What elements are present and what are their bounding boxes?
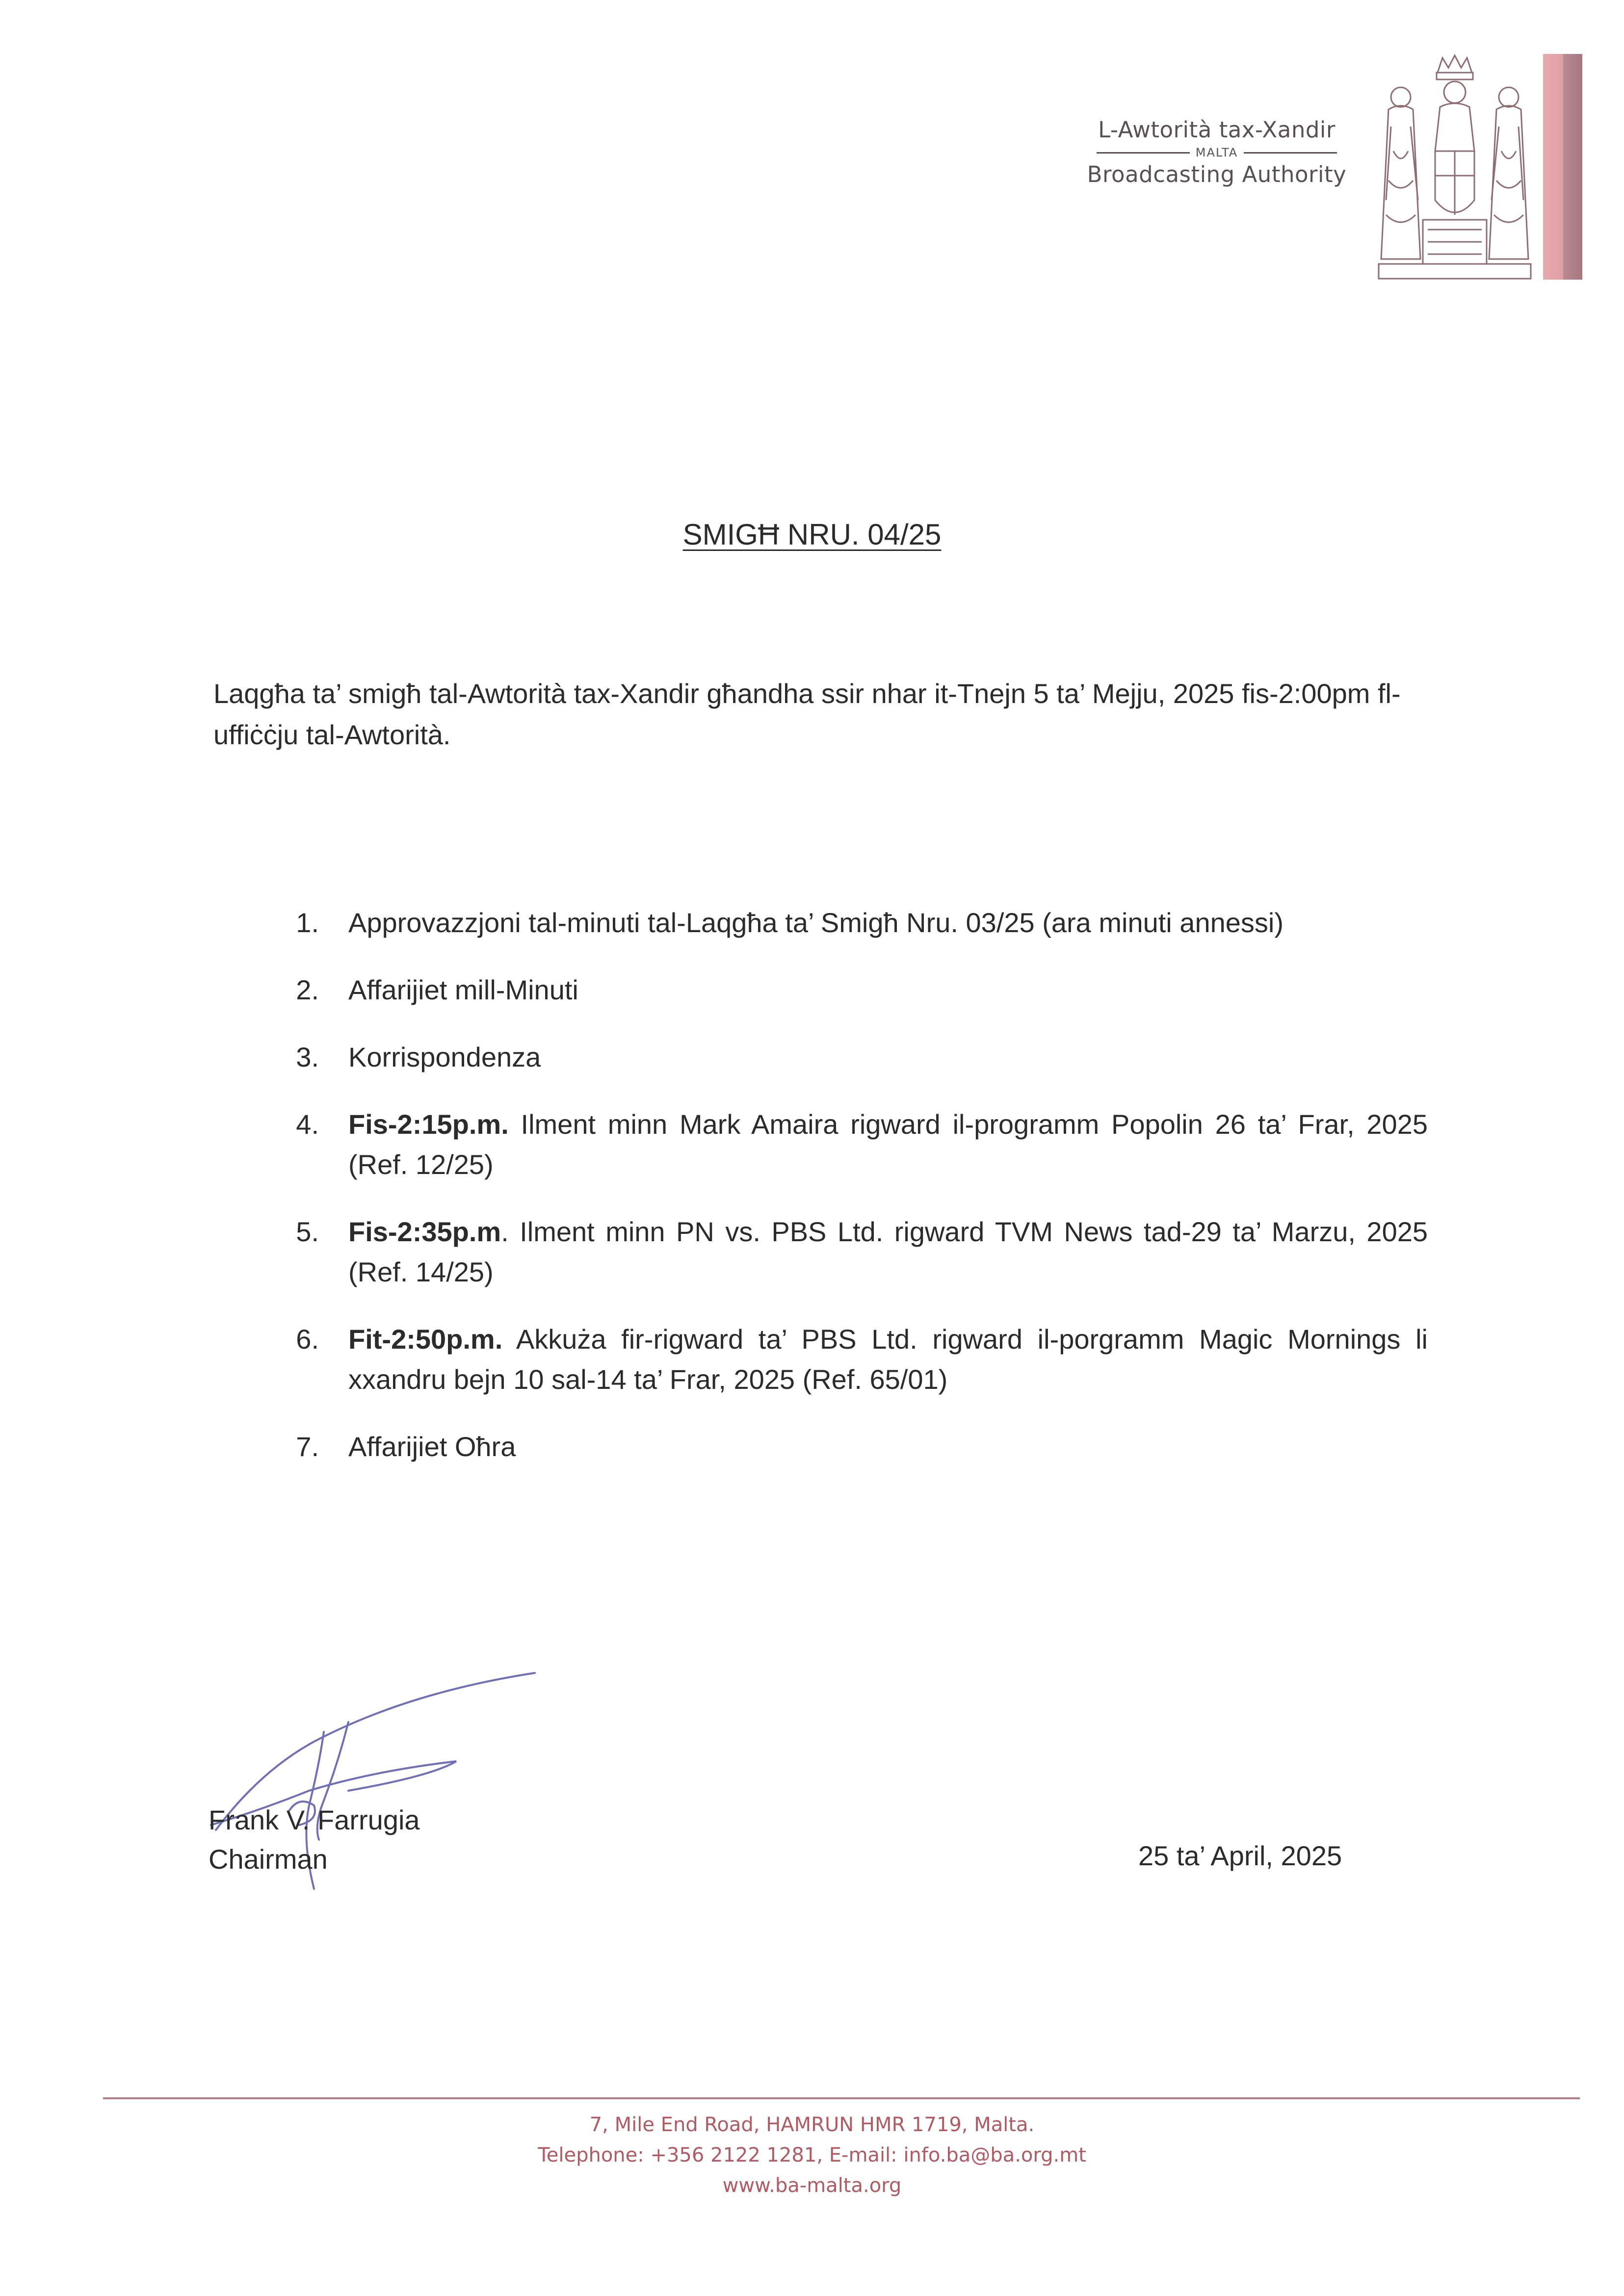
list-item [285, 1427, 1428, 1467]
item-text: . Ilment minn PN vs. PBS Ltd. rigward TVM News tad-29 ta’ Marzu, 2025 (Ref. 14/25) [348, 1216, 1428, 1287]
list-item [285, 1104, 1428, 1185]
document-date: 25 ta’ April, 2025 [1138, 1840, 1342, 1871]
item-number: 3. [296, 1042, 319, 1072]
footer-website[interactable]: www.ba-malta.org [722, 2174, 902, 2197]
footer-address: 7, Mile End Road, HAMRUN HMR 1719, Malta. [589, 2113, 1035, 2136]
item-number: 6. [296, 1324, 319, 1355]
item-number: 5. [296, 1216, 319, 1247]
footer [0, 2110, 1624, 2201]
intro-paragraph: Laqgħa ta’ smigħ tal-Awtorità tax-Xandir għandha ssir nhar it-Tnejn 5 ta’ Mejju, 2025 fis-2:00pm fl-uffiċċju tal-Awtorità. [213, 678, 1401, 750]
accent-bar [1543, 54, 1582, 280]
authority-name-english: Broadcasting Authority [1087, 161, 1347, 187]
authority-name-maltese: L-Awtorità tax-Xandir [1098, 117, 1336, 143]
page-title: SMIGĦ NRU. 04/25 [682, 518, 942, 551]
list-item [285, 1037, 1428, 1077]
country-row [1070, 146, 1364, 159]
signer-title: Chairman [209, 1844, 328, 1875]
footer-divider [103, 2097, 1580, 2099]
letterhead-brand [1070, 117, 1364, 187]
item-number: 4. [296, 1109, 319, 1140]
item-text: Ilment minn Mark Amaira rigward il-programm Popolin 26 ta’ Frar, 2025 (Ref. 12/25) [348, 1109, 1428, 1180]
item-number: 2. [296, 974, 319, 1005]
item-time: Fit-2:50p.m. [348, 1324, 503, 1355]
divider [1097, 152, 1190, 154]
list-item [285, 903, 1428, 943]
footer-contact: Telephone: +356 2122 1281, E-mail: info.ba@ba.org.mt [538, 2144, 1086, 2166]
item-text: Affarijiet mill-Minuti [348, 974, 578, 1005]
signer-name: Frank V. Farrugia [209, 1804, 420, 1835]
item-number: 7. [296, 1431, 319, 1462]
coat-of-arms-icon [1374, 53, 1536, 284]
divider [1244, 152, 1337, 154]
item-text: Affarijiet Oħra [348, 1431, 516, 1462]
item-text: Akkuża fir-rigward ta’ PBS Ltd. rigward il-porgramm Magic Mornings li xxandru bejn 10 sal-14 ta’ Frar, 2025 (Ref. 65/01) [348, 1324, 1428, 1395]
list-item [285, 970, 1428, 1010]
list-item [285, 1212, 1428, 1292]
item-text: Korrispondenza [348, 1042, 541, 1072]
country-label: MALTA [1195, 146, 1238, 159]
item-time: Fis-2:15p.m. [348, 1109, 509, 1140]
list-item [285, 1319, 1428, 1400]
signer-block [209, 1800, 420, 1879]
item-number: 1. [296, 907, 319, 938]
agenda-list [285, 903, 1428, 1494]
item-text: Approvazzjoni tal-minuti tal-Laqgħa ta’ Smigħ Nru. 03/25 (ara minuti annessi) [348, 907, 1283, 938]
item-time: Fis-2:35p.m [348, 1216, 501, 1247]
